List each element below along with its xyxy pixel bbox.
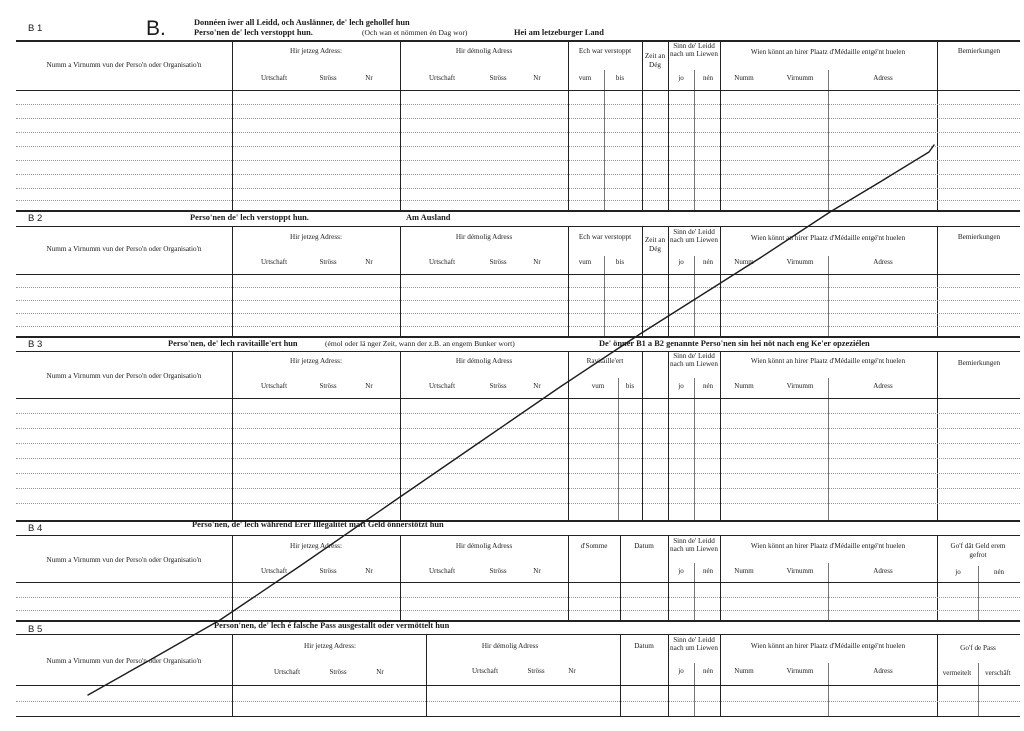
b5-sub-street: Ströss (329, 668, 347, 676)
b3-sub-locality: Urtschaft (428, 382, 456, 390)
section-b4-label: B 4 (28, 523, 43, 534)
b2-sub-locality: Urtschaft (260, 258, 288, 266)
b1-sub-from: vum (578, 74, 592, 82)
b4-sub-number: Nr (533, 567, 541, 575)
b1-col-hidden: Ech war verstoppt (578, 47, 632, 55)
b4-col-former-address: Hir démolig Adress (455, 542, 513, 550)
b2-sub-address: Adress (873, 258, 893, 266)
b5-sub-street: Ströss (527, 667, 545, 675)
b1-sub-number: Nr (365, 74, 373, 82)
b1-sub-no: nén (702, 74, 714, 82)
b4-sub-firstname: Virnumm (786, 567, 814, 575)
b2-col-duration: Zeit an Dég (644, 236, 666, 253)
b3-sub-from: vum (591, 382, 605, 390)
b3-sub-name: Numm (734, 382, 754, 390)
b3-sub-address: Adress (873, 382, 893, 390)
b3-col-medal: Wien könnt an hirer Plaatz d'Médaille entgé'nt huelen (750, 357, 906, 365)
form-title-note: (Och wan et nömmen én Dag wor) (362, 28, 468, 37)
b5-sub-number: Nr (568, 667, 576, 675)
b1-sub-yes: jo (678, 74, 684, 82)
b5-col-former-address: Hir démolig Adress (481, 642, 539, 650)
b1-col-medal: Wien könnt an hirer Plaatz d'Médaille entgé'nt huelen (750, 48, 906, 56)
b2-col-hidden: Ech war verstoppt (578, 233, 632, 241)
b2-sub-locality: Urtschaft (428, 258, 456, 266)
b2-col-current-address: Hir jetzeg Adress: (290, 233, 342, 241)
b4-sub-street: Ströss (319, 567, 337, 575)
b3-sub-street: Ströss (489, 382, 507, 390)
b2-sub-number: Nr (533, 258, 541, 266)
b3-col-current-address: Hir jetzeg Adress: (290, 357, 342, 365)
b5-title: Person'nen, de' lech é falsche Pass ausgestallt oder vermöttelt hun (214, 621, 450, 630)
b3-col-former-address: Hir démolig Adress (455, 357, 513, 365)
b3-sub-yes: jo (678, 382, 684, 390)
b5-sub-address: Adress (873, 667, 893, 675)
b2-sub-number: Nr (365, 258, 373, 266)
b2-sub-street: Ströss (319, 258, 337, 266)
b4-sub-no: nén (993, 568, 1005, 576)
b3-sub-firstname: Virnumm (786, 382, 814, 390)
b5-col-sense: Sinn de' Leidd nach um Liewen (670, 636, 718, 653)
b1-sub-locality: Urtschaft (260, 74, 288, 82)
b3-note2: De' önner B1 a B2 genannte Perso'nen sin hei nöt nach eng Ke'er opzeziélen (599, 339, 870, 348)
b5-sub-locality: Urtschaft (471, 667, 499, 675)
b2-sub-name: Numm (734, 258, 754, 266)
b5-sub-no: nén (702, 667, 714, 675)
b5-col-name: Numm a Virnumm vun der Perso'n oder Organisatio'n (46, 657, 202, 665)
b1-sub-street: Ströss (489, 74, 507, 82)
b2-sub-from: vum (578, 258, 592, 266)
b1-col-duration: Zeit an Dég (644, 52, 666, 69)
b3-sub-street: Ströss (319, 382, 337, 390)
b1-col-former-address: Hir démolig Adress (455, 47, 513, 55)
b3-col-supplied: Ravitaille'ert (586, 357, 624, 365)
b5-sub-locality: Urtschaft (273, 668, 301, 676)
b3-note: (émol oder lä nger Zeit, wann der z.B. an engem Bunker wort) (325, 339, 515, 348)
b4-sub-locality: Urtschaft (260, 567, 288, 575)
b3-sub-locality: Urtschaft (260, 382, 288, 390)
b3-title: Perso'nen, de' lech ravitaille'ert hun (168, 339, 298, 348)
section-b5-label: B 5 (28, 624, 43, 635)
b4-col-date: Datum (634, 542, 654, 550)
b1-sub-firstname: Virnumm (786, 74, 814, 82)
b3-sub-to: bis (625, 382, 635, 390)
b2-col-medal: Wien könnt an hirer Plaatz d'Médaille entgé'nt huelen (750, 234, 906, 242)
b4-sub-street: Ströss (489, 567, 507, 575)
b3-sub-number: Nr (365, 382, 373, 390)
b4-sub-yes: jo (678, 567, 684, 575)
form-title-line2: Perso'nen de' lech verstoppt hun. (194, 28, 313, 37)
form-title-line1: Donnéen iwer all Leidd, och Auslänner, de' lech gehollef hun (194, 18, 410, 27)
b5-col-medal: Wien könnt an hirer Plaatz d'Médaille entgé'nt huelen (750, 642, 906, 650)
b1-sub-name: Numm (734, 74, 754, 82)
b2-col-sense: Sinn de' Leidd nach um Liewen (670, 228, 718, 245)
b1-col-current-address: Hir jetzeg Adress: (290, 47, 342, 55)
b3-col-name: Numm a Virnumm vun der Perso'n oder Organisatio'n (46, 372, 202, 380)
b2-sub-firstname: Virnumm (786, 258, 814, 266)
b5-sub-obtained: verschâft (985, 669, 1011, 677)
b4-sub-no: nén (702, 567, 714, 575)
b4-col-sum: d'Somme (580, 542, 608, 550)
b4-col-name: Numm a Virnumm vun der Perso'n oder Organisatio'n (46, 556, 202, 564)
b3-sub-number: Nr (533, 382, 541, 390)
b2-sub-yes: jo (678, 258, 684, 266)
b1-col-remarks: Bemierkungen (957, 47, 1001, 55)
b4-col-money-returned: Go'f dât Geld erem gefrot (950, 542, 1006, 559)
b4-sub-locality: Urtschaft (428, 567, 456, 575)
b5-col-current-address: Hir jetzeg Adress: (304, 642, 356, 650)
b4-sub-address: Adress (873, 567, 893, 575)
b1-sub-street: Ströss (319, 74, 337, 82)
section-b3-label: B 3 (28, 339, 43, 350)
b2-sub-no: nén (702, 258, 714, 266)
b5-sub-name: Numm (734, 667, 754, 675)
b5-sub-yes: jo (678, 667, 684, 675)
b2-col-name: Numm a Virnumm vun der Perso'n oder Organisatio'n (46, 245, 202, 253)
b3-sub-no: nén (702, 382, 714, 390)
b4-sub-yes: jo (955, 568, 961, 576)
b4-col-medal: Wien könnt an hirer Plaatz d'Médaille entgé'nt huelen (750, 542, 906, 550)
b4-col-current-address: Hir jetzeg Adress: (290, 542, 342, 550)
b1-sub-number: Nr (533, 74, 541, 82)
b5-sub-number: Nr (376, 668, 384, 676)
b2-sub-street: Ströss (489, 258, 507, 266)
section-b1-label: B 1 (28, 23, 43, 34)
b2-col-former-address: Hir démolig Adress (455, 233, 513, 241)
b1-sub-address: Adress (873, 74, 893, 82)
b5-col-date: Datum (634, 642, 654, 650)
b4-sub-name: Numm (734, 567, 754, 575)
form-title-place: Hei am letzeburger Land (514, 28, 604, 37)
b3-col-sense: Sinn de' Leidd nach um Liewen (670, 352, 718, 369)
form-letter: B. (146, 17, 166, 40)
b1-sub-locality: Urtschaft (428, 74, 456, 82)
b2-title: Perso'nen de' lech verstoppt hun. (190, 213, 309, 222)
b5-sub-issued: vermeitelt (942, 669, 972, 677)
b4-col-sense: Sinn de' Leidd nach um Liewen (670, 537, 718, 554)
b3-col-remarks: Bemierkungen (957, 359, 1001, 367)
b4-sub-number: Nr (365, 567, 373, 575)
b2-col-remarks: Bemierkungen (957, 233, 1001, 241)
section-b2-label: B 2 (28, 213, 43, 224)
b5-sub-firstname: Virnumm (786, 667, 814, 675)
b1-sub-to: bis (615, 74, 625, 82)
b1-col-sense: Sinn de' Leidd nach um Liewen (670, 42, 718, 59)
b5-col-pass: Go'f de Pass (960, 644, 996, 652)
b2-sub-to: bis (615, 258, 625, 266)
b1-col-name: Numm a Virnumm vun der Perso'n oder Organisatio'n (46, 61, 202, 69)
b4-title: Perso'nen, de' lech während Erer Illegalitét matt Geld önnerstötzt hun (192, 520, 444, 529)
b2-place: Am Ausland (406, 213, 451, 222)
